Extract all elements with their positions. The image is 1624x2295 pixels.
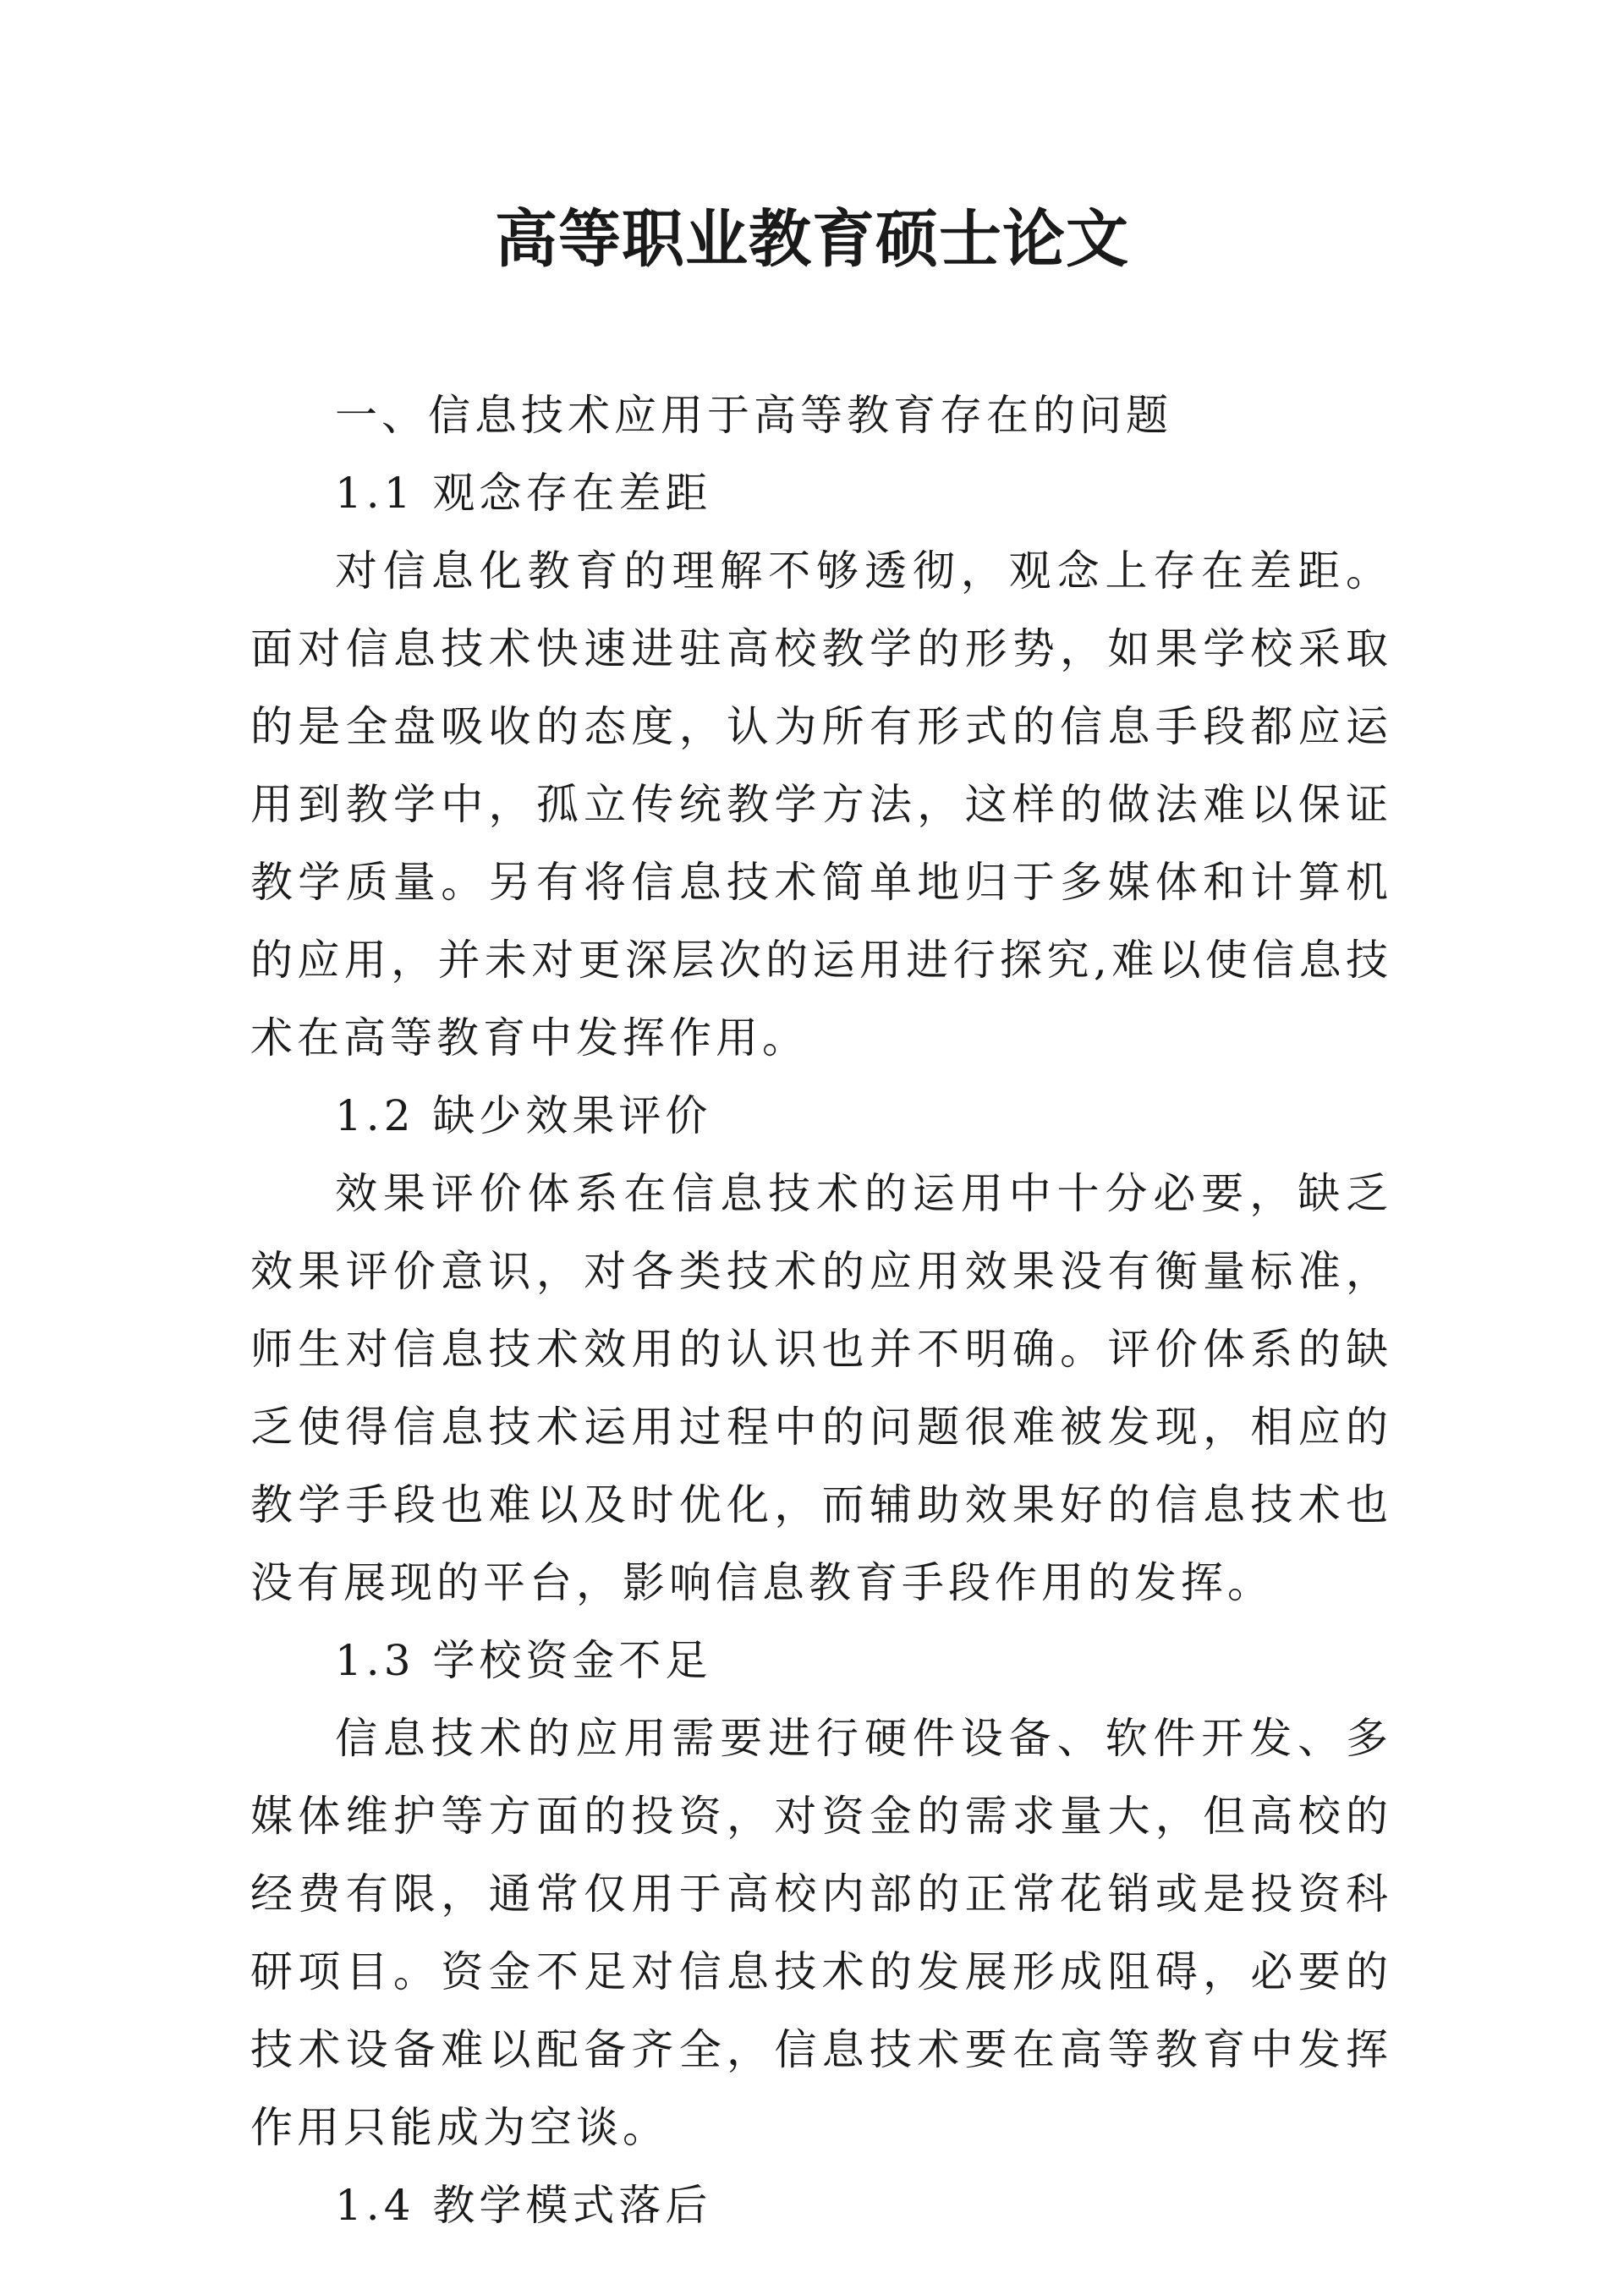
- subsection-heading: 1.4 教学模式落后: [335, 2181, 712, 2230]
- body-paragraph: 信息技术的应用需要进行硬件设备、软件开发、多媒体维护等方面的投资，对资金的需求量大，但高校的经费有限，通常仅用于高校内部的正常花销或是投资科研项目。资金不足对信息技术的发展形成阻碍，必要的技术设备难以配备齐全，信息技术要在高等教育中发挥作用只能成为空谈。: [250, 1714, 1392, 2152]
- document-body: [250, 376, 1392, 2244]
- body-paragraph: 对信息化教育的理解不够透彻，观念上存在差距。面对信息技术快速进驻高校教学的形势，如果学校采取的是全盘吸收的态度，认为所有形式的信息手段都应运用到教学中，孤立传统教学方法，这样的做法难以保证教学质量。另有将信息技术简单地归于多媒体和计算机的应用，并未对更深层次的运用进行探究,难以使信息技术在高等教育中发挥作用。: [250, 546, 1392, 1062]
- subsection-heading: 1.3 学校资金不足: [335, 1636, 712, 1685]
- document-title: 高等职业教育硕士论文: [495, 203, 1129, 276]
- section-heading: 一、信息技术应用于高等教育存在的问题: [335, 391, 1172, 440]
- subsection-heading: 1.2 缺少效果评价: [335, 1091, 712, 1140]
- subsection-heading: 1.1 观念存在差距: [335, 469, 712, 518]
- body-paragraph: 效果评价体系在信息技术的运用中十分必要，缺乏效果评价意识，对各类技术的应用效果没有衡量标准，师生对信息技术效用的认识也并不明确。评价体系的缺乏使得信息技术运用过程中的问题很难被发现，相应的教学手段也难以及时优化，而辅助效果好的信息技术也没有展现的平台，影响信息教育手段作用的发挥。: [250, 1169, 1392, 1607]
